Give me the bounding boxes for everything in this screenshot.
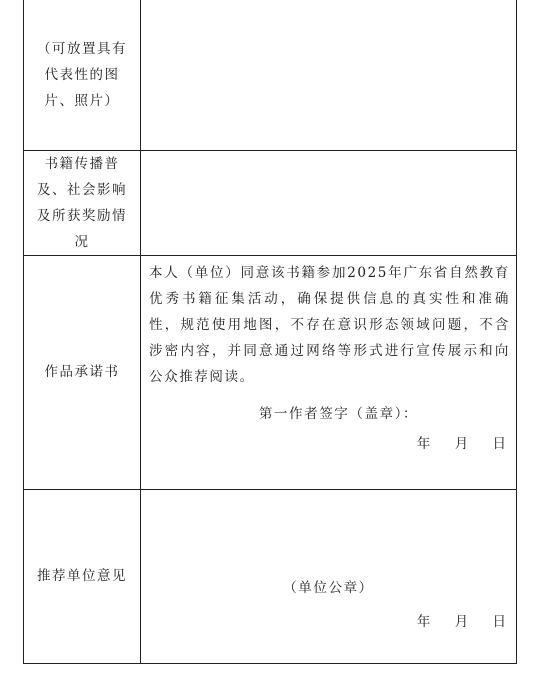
pledge-text: 本人（单位）同意该书籍参加2025年广东省自然教育优秀书籍征集活动，确保提供信息的真实性和准确性，规范使用地图，不存在意识形态领域问题，不含涉密内容，并同意通过网络等形式进行宣传展示和向公众推荐阅读。 xyxy=(149,264,510,385)
unit-seal-label: （单位公章） xyxy=(283,579,374,596)
author-signature-label: 第一作者签字（盖章）： xyxy=(258,405,419,422)
pledge-label-cell xyxy=(24,255,141,489)
form-row-recommend xyxy=(24,489,517,663)
recommend-label-cell xyxy=(24,489,141,663)
recommend-content-cell[interactable] xyxy=(141,489,517,663)
impact-label: 书籍传播普及、社会影响及所获奖励情况 xyxy=(37,155,127,250)
recommend-date: 年 月 日 xyxy=(416,613,506,630)
image-label: （可放置具有代表性的图片、照片） xyxy=(37,40,127,109)
recommend-label: 推荐单位意见 xyxy=(37,568,127,584)
pledge-label: 作品承诺书 xyxy=(44,364,120,380)
image-content-cell[interactable] xyxy=(141,0,517,150)
form-row-image xyxy=(24,0,517,150)
impact-content-cell[interactable] xyxy=(141,150,517,255)
form-row-pledge xyxy=(24,255,517,489)
impact-label-cell xyxy=(24,150,141,255)
submission-form-table xyxy=(23,0,517,664)
image-label-cell xyxy=(24,0,141,150)
pledge-date: 年 月 日 xyxy=(416,435,506,452)
form-row-impact xyxy=(24,150,517,255)
pledge-content-cell xyxy=(141,255,517,489)
